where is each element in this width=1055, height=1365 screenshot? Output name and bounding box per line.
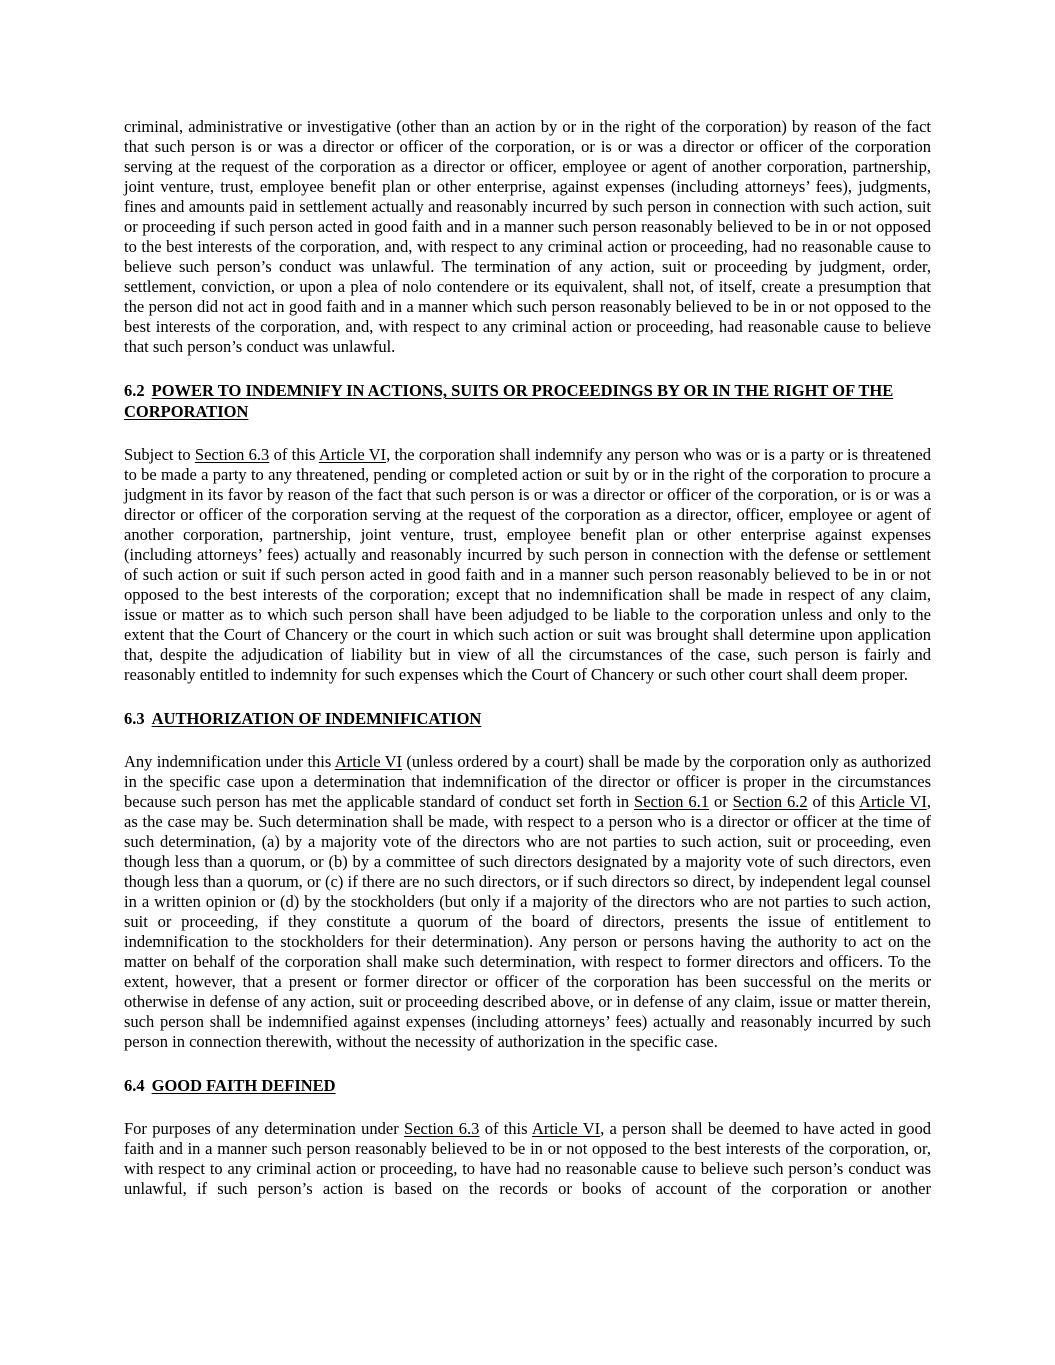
- section-6-2-paragraph: [124, 445, 931, 685]
- cross-reference: Article VI: [318, 445, 387, 464]
- text-run: For purposes of any determination under: [124, 1119, 405, 1138]
- section-title: POWER TO INDEMNIFY IN ACTIONS, SUITS OR PROCEEDINGS BY OR IN THE RIGHT OF THE CORPORATION: [124, 381, 894, 421]
- section-6-4-heading: [124, 1075, 931, 1096]
- text-run: , as the case may be. Such determination shall be made, with respect to a person who is a director or officer at the time of such determination, (a) by a majority vote of the directors who are not parties to such action, suit or proceeding, even though less than a quorum, or (b) by a committee of such directors designated by a majority vote of such directors, even though less than a quorum, or (c) if there are no such directors, or if such directors so direct, by independent legal counsel in a written opinion or (d) by the stockholders (but only if a majority of the directors who are not parties to such action, suit or proceeding, if they constitute a quorum of the board of directors, presents the issue of entitlement to indemnification to the stockholders for their determination). Any person or persons having the authority to act on the matter on behalf of the corporation shall make such determination, with respect to former directors and officers. To the extent, however, that a present or former director or officer of the corporation has been successful on the merits or otherwise in defense of any action, suit or proceeding described above, or in defense of any claim, issue or matter therein, such person shall be indemnified against expenses (including attorneys’ fees) actually and reasonably incurred by such person in connection therewith, without the necessity of authorization in the specific case.: [124, 792, 931, 1051]
- cross-reference: Article VI: [531, 1119, 601, 1138]
- section-number: 6.4: [124, 1076, 145, 1095]
- section-title: GOOD FAITH DEFINED: [151, 1076, 336, 1095]
- section-title: AUTHORIZATION OF INDEMNIFICATION: [151, 709, 482, 728]
- text-run: (unless ordered by a court) shall be made by the corporation only as authorized in the specific case upon a determination that indemnification of the director or officer is proper in the circumstances because such person has met the applicable standard of conduct set forth in: [124, 752, 931, 811]
- section-6-4-paragraph: [124, 1119, 931, 1199]
- cross-reference: Section 6.3: [194, 445, 270, 464]
- continuation-paragraph: [124, 117, 931, 357]
- cross-reference: Section 6.1: [634, 792, 710, 811]
- text-run: Any indemnification under this: [124, 752, 335, 771]
- section-6-3-paragraph: [124, 752, 931, 1052]
- text-run: of this: [269, 445, 319, 464]
- text-run: criminal, administrative or investigative (other than an action by or in the right of the corporation) by reason of the fact that such person is or was a director or officer of the corporation, or is or was a director or officer of the corporation serving at the request of the corporation as a director or officer, employee or agent of another corporation, partnership, joint venture, trust, employee benefit plan or other enterprise, against expenses (including attorneys’ fees), judgments, fines and amounts paid in settlement actually and reasonably incurred by such person in connection with such action, suit or proceeding if such person acted in good faith and in a manner such person reasonably believed to be in or not opposed to the best interests of the corporation, and, with respect to any criminal action or proceeding, had no reasonable cause to believe such person’s conduct was unlawful. The termination of any action, suit or proceeding by judgment, order, settlement, conviction, or upon a plea of nolo contendere or its equivalent, shall not, of itself, create a presumption that the person did not act in good faith and in a manner which such person reasonably believed to be in or not opposed to the best interests of the corporation, and, with respect to any criminal action or proceeding, had reasonable cause to believe that such person’s conduct was unlawful.: [124, 117, 931, 356]
- section-number: 6.3: [124, 709, 145, 728]
- cross-reference: Article VI: [334, 752, 403, 771]
- text-run: , a person shall be deemed to have acted in good faith and in a manner such person reasonably believed to be in or not opposed to the best interests of the corporation, or, with respect to any criminal action or proceeding, to have had no reasonable cause to believe such person’s conduct was unlawful, if such person’s action is based on the records or books of account of the corporation or another: [124, 1119, 931, 1198]
- section-6-3-heading: [124, 708, 931, 729]
- cross-reference: Section 6.3: [404, 1119, 480, 1138]
- text-run: or: [709, 792, 733, 811]
- text-run: of this: [479, 1119, 532, 1138]
- cross-reference: Section 6.2: [732, 792, 808, 811]
- text-run: of this: [807, 792, 860, 811]
- section-6-2-heading: [124, 380, 931, 422]
- text-run: Subject to: [124, 445, 195, 464]
- cross-reference: Article VI: [859, 792, 927, 811]
- text-run: , the corporation shall indemnify any person who was or is a party or is threatened to be made a party to any threatened, pending or completed action or suit by or in the right of the corporation to procure a judgment in its favor by reason of the fact that such person is or was a director or officer of the corporation, or is or was a director or officer of the corporation serving at the request of the corporation as a director, officer, employee or agent of another corporation, partnership, joint venture, trust, employee benefit plan or other enterprise against expenses (including attorneys’ fees) actually and reasonably incurred by such person in connection with the defense or settlement of such action or suit if such person acted in good faith and in a manner such person reasonably believed to be in or not opposed to the best interests of the corporation; except that no indemnification shall be made in respect of any claim, issue or matter as to which such person shall have been adjudged to be liable to the corporation unless and only to the extent that the Court of Chancery or the court in which such action or suit was brought shall determine upon application that, despite the adjudication of liability but in view of all the circumstances of the case, such person is fairly and reasonably entitled to indemnity for such expenses which the Court of Chancery or such other court shall deem proper.: [124, 445, 931, 684]
- section-number: 6.2: [124, 381, 145, 400]
